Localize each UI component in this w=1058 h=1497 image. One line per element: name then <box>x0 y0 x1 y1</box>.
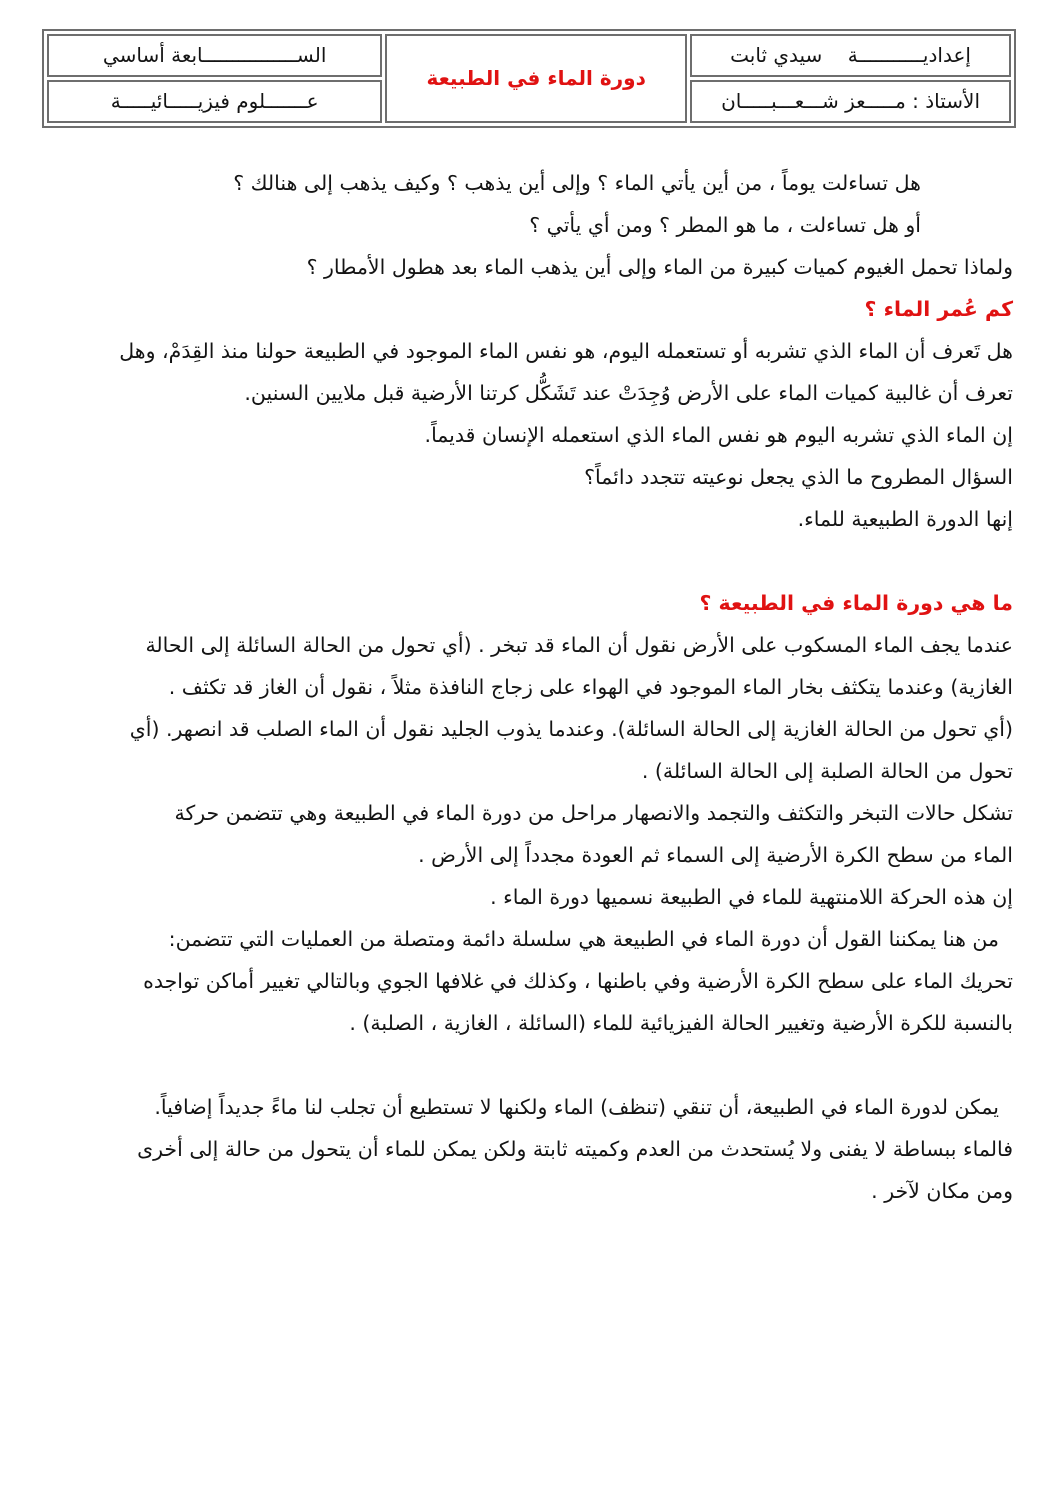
intro-line: أو هل تساءلت ، ما هو المطر ؟ ومن أي يأتي ؟ <box>529 213 921 237</box>
paragraph-line: هل تَعرف أن الماء الذي تشربه أو تستعمله اليوم، هو نفس الماء الموجود في الطبيعة حولنا منذ القِدَمْ، وهل <box>119 339 1013 363</box>
closing-line: فالماء ببساطة لا يفنى ولا يُستحدث من العدم وكميته ثابتة ولكن يمكن للماء أن يتحول من حالة إلى أخرى <box>137 1137 1013 1161</box>
subject-name: عـــــــلوم فيزيـــــائيـــــة <box>47 80 382 123</box>
school-name: إعداديـــــــــــة سيدي ثابت <box>690 34 1011 77</box>
paragraph-line: إن هذه الحركة اللامنتهية للماء في الطبيعة نسميها دورة الماء . <box>490 885 1013 909</box>
paragraph-line: (أي تحول من الحالة الغازية إلى الحالة السائلة). وعندما يذوب الجليد نقول أن الماء الصلب قد انصهر. (أي <box>129 717 1013 741</box>
closing-line: يمكن لدورة الماء في الطبيعة، أن تنقي (تنظف) الماء ولكنها لا تستطيع أن تجلب لنا ماءً جديداً إضافياً. <box>154 1095 999 1119</box>
header <box>42 29 1016 128</box>
paragraph-line: تحول من الحالة الصلبة إلى الحالة السائلة) . <box>641 759 1013 783</box>
document-body <box>45 162 1013 1212</box>
intro-line: هل تساءلت يوماً ، من أين يأتي الماء ؟ وإلى أين يذهب ؟ وكيف يذهب إلى هنالك ؟ <box>233 171 921 195</box>
paragraph-line: تعرف أن غالبية كميات الماء على الأرض وُجِدَتْ عند تَشَكُّل كرتنا الأرضية قبل ملايين السنين. <box>244 381 1013 405</box>
paragraph-line: عندما يجف الماء المسكوب على الأرض نقول أن الماء قد تبخر . (أي تحول من الحالة السائلة إلى الحالة <box>145 633 1013 657</box>
paragraph-line: من هنا يمكننا القول أن دورة الماء في الطبيعة هي سلسلة دائمة ومتصلة من العمليات التي تتضمن: <box>168 927 999 951</box>
teacher-name: الأستاذ : مـــــعز شـــعـــبـــــان <box>690 80 1011 123</box>
paragraph-line: تشكل حالات التبخر والتكثف والتجمد والانصهار مراحل من دورة الماء في الطبيعة وهي تتضمن حركة <box>174 801 1013 825</box>
blank-line <box>45 1044 1013 1086</box>
paragraph-line: إنها الدورة الطبيعية للماء. <box>797 507 1013 531</box>
paragraph-line: بالنسبة للكرة الأرضية وتغيير الحالة الفيزيائية للماء (السائلة ، الغازية ، الصلبة) . <box>349 1011 1013 1035</box>
intro-line: ولماذا تحمل الغيوم كميات كبيرة من الماء وإلى أين يذهب الماء بعد هطول الأمطار ؟ <box>306 255 1013 279</box>
paragraph-line: تحريك الماء على سطح الكرة الأرضية وفي باطنها ، وكذلك في غلافها الجوي وبالتالي تغيير أماكن تواجده <box>143 969 1013 993</box>
grade-level: الســــــــــــــــابعة أساسي <box>47 34 382 77</box>
header-table <box>42 29 1016 128</box>
document-title: دورة الماء في الطبيعة <box>385 34 687 123</box>
paragraph-line: إن الماء الذي تشربه اليوم هو نفس الماء الذي استعمله الإنسان قديماً. <box>424 423 1013 447</box>
paragraph-line: الماء من سطح الكرة الأرضية إلى السماء ثم العودة مجدداً إلى الأرض . <box>418 843 1013 867</box>
section-heading-water-age: كم عُمر الماء ؟ <box>864 297 1013 321</box>
paragraph-line: الغازية) وعندما يتكثف بخار الماء الموجود في الهواء على زجاج النافذة مثلاً ، نقول أن الغاز قد تكثف . <box>168 675 1013 699</box>
section-heading-water-cycle: ما هي دورة الماء في الطبيعة ؟ <box>699 591 1013 615</box>
closing-line: ومن مكان لآخر . <box>871 1179 1013 1203</box>
paragraph-line: السؤال المطروح ما الذي يجعل نوعيته تتجدد دائماً؟ <box>584 465 1013 489</box>
blank-line <box>45 540 1013 582</box>
